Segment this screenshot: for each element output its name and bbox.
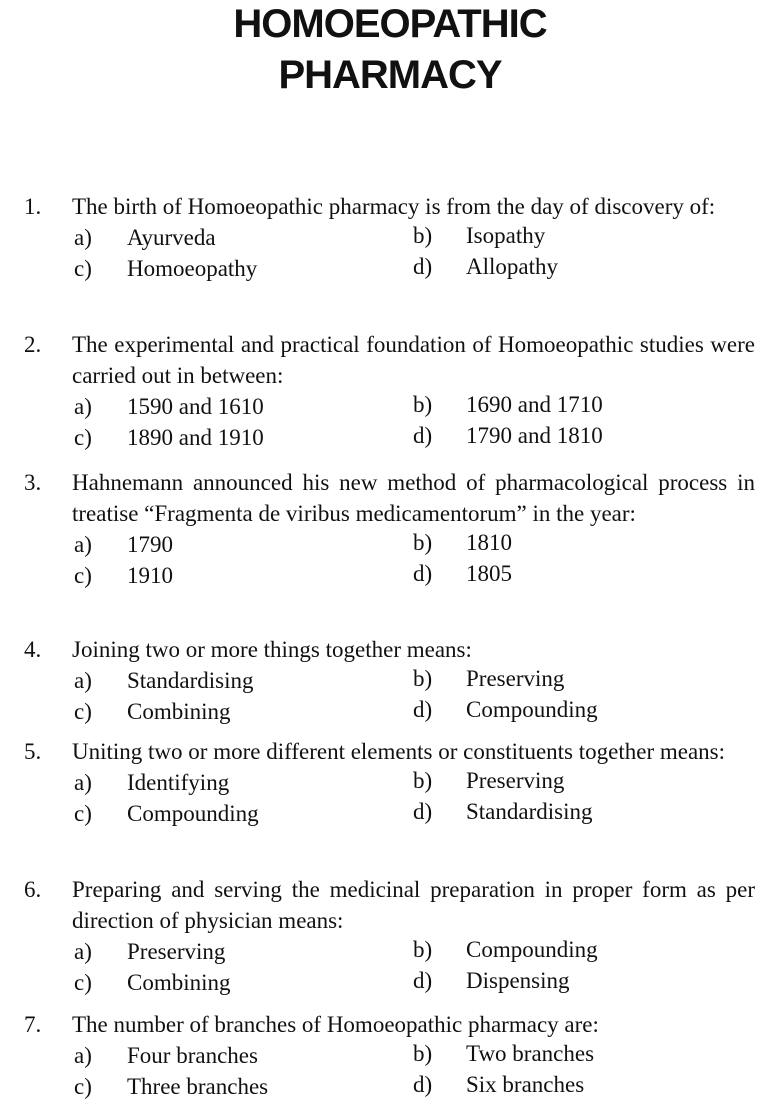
question-number: 2. [24, 332, 42, 357]
option-text: Combining [127, 970, 231, 995]
option-text: 1790 [127, 532, 173, 557]
question-stem: Preparing and serving the medicinal preparation in proper form as per direction of physician means: [72, 877, 755, 933]
option-text: Identifying [127, 770, 230, 795]
option-text: 1690 and 1710 [466, 392, 603, 417]
option-text: 1790 and 1810 [466, 423, 603, 448]
option-text: Standardising [127, 668, 254, 693]
option-text: Compounding [127, 801, 259, 826]
option-label: b) [413, 768, 433, 793]
page-title-line-2: PHARMACY [278, 53, 502, 97]
options [0, 767, 780, 829]
question-2 [0, 329, 780, 453]
option-label: a) [74, 770, 92, 795]
option-label: d) [413, 697, 433, 722]
question-3 [0, 467, 780, 591]
option-text: Preserving [466, 666, 565, 691]
option-label: d) [413, 1072, 433, 1097]
option-text: Preserving [127, 939, 226, 964]
option-label: c) [74, 699, 92, 724]
options [0, 391, 780, 453]
option-text: Compounding [466, 937, 598, 962]
question-1 [0, 191, 780, 284]
question-number: 5. [24, 739, 42, 764]
option-label: d) [413, 423, 433, 448]
option-text: 1805 [466, 561, 512, 586]
option-label: a) [74, 225, 92, 250]
question-5 [0, 736, 780, 829]
option-text: Four branches [127, 1043, 258, 1068]
question-4 [0, 634, 780, 727]
option-label: b) [413, 937, 433, 962]
question-7 [0, 1009, 780, 1102]
options [0, 936, 780, 998]
options [0, 529, 780, 591]
question-number: 6. [24, 877, 42, 902]
option-label: b) [413, 223, 433, 248]
option-label: a) [74, 1043, 92, 1068]
option-text: Homoeopathy [127, 256, 258, 281]
option-text: Dispensing [466, 968, 570, 993]
option-label: b) [413, 1041, 433, 1066]
option-text: Allopathy [466, 254, 558, 279]
option-label: c) [74, 970, 92, 995]
option-label: d) [413, 968, 433, 993]
question-stem: Uniting two or more different elements or constituents together means: [72, 739, 725, 764]
question-stem: The birth of Homoeopathic pharmacy is from the day of discovery of: [72, 194, 716, 219]
option-label: a) [74, 532, 92, 557]
option-label: d) [413, 254, 433, 279]
question-6 [0, 874, 780, 998]
option-label: d) [413, 561, 433, 586]
option-text: Ayurveda [127, 225, 216, 250]
option-text: Six branches [466, 1072, 585, 1097]
question-number: 7. [24, 1012, 42, 1037]
page-title-line-1: HOMOEOPATHIC [233, 2, 547, 46]
option-label: c) [74, 563, 92, 588]
option-label: c) [74, 425, 92, 450]
options [0, 665, 780, 727]
option-text: Combining [127, 699, 231, 724]
option-label: a) [74, 939, 92, 964]
question-stem: The experimental and practical foundation of Homoeopathic studies were carried out in between: [72, 332, 755, 388]
option-label: b) [413, 392, 433, 417]
options [0, 1040, 780, 1102]
option-label: c) [74, 1074, 92, 1099]
option-label: c) [74, 801, 92, 826]
option-label: a) [74, 668, 92, 693]
options [0, 222, 780, 284]
option-label: b) [413, 666, 433, 691]
option-text: Isopathy [466, 223, 546, 248]
option-text: Three branches [127, 1074, 269, 1099]
option-text: Standardising [466, 799, 593, 824]
option-label: c) [74, 256, 92, 281]
option-text: 1590 and 1610 [127, 394, 264, 419]
option-label: d) [413, 799, 433, 824]
option-text: 1890 and 1910 [127, 425, 264, 450]
question-number: 1. [24, 194, 42, 219]
question-number: 3. [24, 470, 42, 495]
option-label: a) [74, 394, 92, 419]
question-stem: The number of branches of Homoeopathic pharmacy are: [72, 1012, 599, 1037]
question-number: 4. [24, 637, 42, 662]
option-text: Preserving [466, 768, 565, 793]
option-text: 1810 [466, 530, 512, 555]
option-text: 1910 [127, 563, 173, 588]
option-text: Two branches [466, 1041, 595, 1066]
question-stem: Hahnemann announced his new method of pharmacological process in treatise “Fragmenta de viribus medicamentorum” in the year: [72, 470, 755, 526]
option-text: Compounding [466, 697, 598, 722]
question-stem: Joining two or more things together means: [72, 637, 472, 662]
option-label: b) [413, 530, 433, 555]
